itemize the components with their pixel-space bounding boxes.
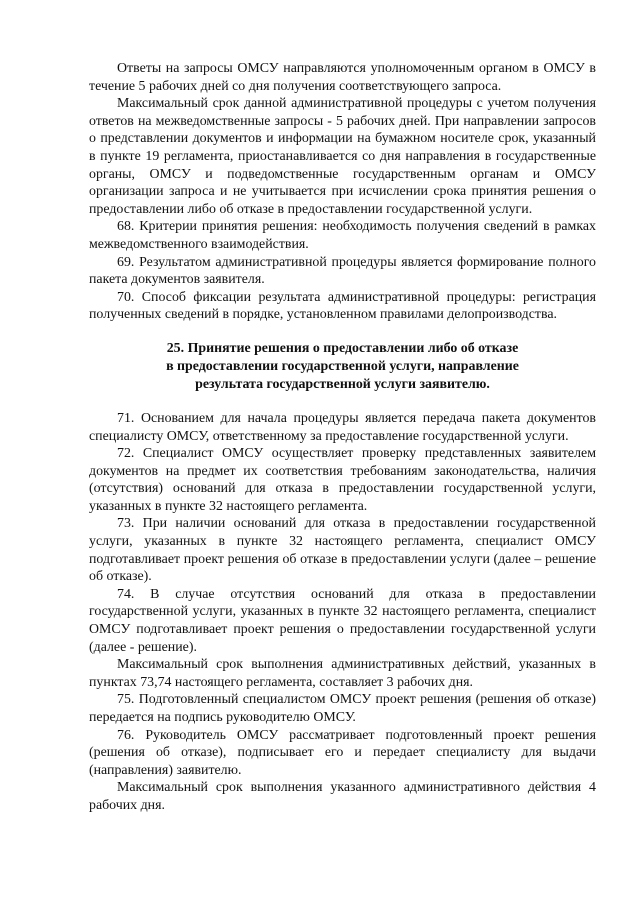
paragraph-72: 72. Специалист ОМСУ осуществляет проверку представленных заявителем документов на предмет их соответствия требованиям законодательства, наличия (отсутствия) оснований для отказа в предоставлении государственной услуги, указанных в пункте 32 настоящего регламента. (89, 446, 596, 514)
paragraph-response-deadline: Ответы на запросы ОМСУ направляются уполномоченным органом в ОМСУ в течение 5 рабочих дней со дня получения соответствующего запроса. (89, 61, 596, 94)
document-page (89, 60, 596, 815)
heading-line-1: 25. Принятие решения о предоставлении либо об отказе (166, 340, 519, 356)
paragraph-70: 70. Способ фиксации результата административной процедуры: регистрация полученных сведений в порядке, установленном правилами делопроизводства. (89, 289, 596, 323)
paragraph-73: 73. При наличии оснований для отказа в предоставлении государственной услуги, указанных в пункте 32 настоящего регламента, специалист ОМСУ подготавливает проект решения об отказе в предоставлении услуги (далее – решение об отказе). (89, 516, 596, 585)
paragraph-74: 74. В случае отсутствия оснований для отказа в предоставлении государственной услуги, указанных в пункте 32 настоящего регламента, специалист ОМСУ подготавливает проект решения о предоставлении государственной услуги (далее - решение). (89, 586, 596, 655)
paragraph-76: 76. Руководитель ОМСУ рассматривает подготовленный проект решения (решения об отказе), подписывает его и передает специалисту для выдачи (направления) заявителю. (89, 727, 596, 778)
paragraph-max-term-73-74: Максимальный срок выполнения административных действий, указанных в пунктах 73,74 настоящего регламента, составляет 3 рабочих дня. (89, 657, 596, 690)
section-heading-25 (89, 340, 596, 394)
heading-line-2: в предоставлении государственной услуги, направление (166, 358, 519, 374)
paragraph-69: 69. Результатом административной процедуры является формирование полного пакета документов заявителя. (89, 254, 596, 288)
heading-line-3: результата государственной услуги заявителю. (195, 376, 490, 392)
paragraph-75: 75. Подготовленный специалистом ОМСУ проект решения (решения об отказе) передается на подпись руководителю ОМСУ. (89, 692, 596, 725)
paragraph-max-term-action: Максимальный срок выполнения указанного административного действия 4 рабочих дня. (89, 780, 596, 813)
paragraph-68: 68. Критерии принятия решения: необходимость получения сведений в рамках межведомственного взаимодействия. (89, 219, 596, 252)
paragraph-max-term-procedure: Максимальный срок данной административной процедуры с учетом получения ответов на межведомственные запросы - 5 рабочих дней. При направлении запросов о представлении документов и информации на бумажном носителе срок, указанный в пункте 19 регламента, приостанавливается со дня направления в государственные органы, ОМСУ и подведомственные государственным органам и ОМСУ организации запроса и не учитывается при исчислении срока принятия решения о предоставлении либо об отказе в предоставлении государственной услуги. (89, 96, 596, 217)
paragraph-71: 71. Основанием для начала процедуры является передача пакета документов специалисту ОМСУ, ответственному за предоставление государственной услуги. (89, 410, 596, 444)
